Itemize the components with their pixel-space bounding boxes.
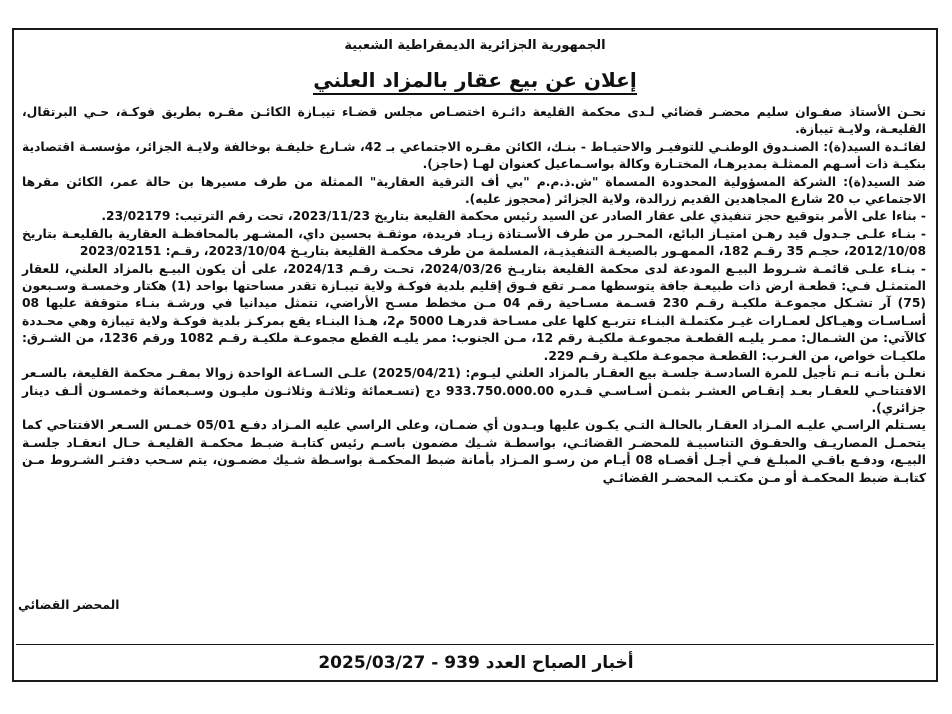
auction-notice [16,36,934,487]
notice-title [16,66,934,94]
bailiff-signature: المحضر القضائي [18,598,120,612]
paragraph-payment-terms: يسـتلم الراسـي عليـه المـزاد العقـار بالحالـة التـي يكـون عليها وبـدون أي ضمـان، وعلى الراسي عليه المـزاد دفـع 05/01 خمـس السـعر الافتتاحي كما يتحمـل المصاريـف والحقـوق التناسبيـة للمحضـر القضائـي، بواسطـة شـيك مضمون باسـم رئيس كتابـة ضبـط محكمـة القليعـة حـال انعقـاد جلسـة البيـع، ودفـع باقـي المبلـغ فـي أجـل أقصـاه 08 أيـام من رسـو المـزاد بأمانة ضبط المحكمـة بواسـطة شـيك مضمـون، يتم سـحب دفتـر الشـروط مـن كتابـة ضبط المحكمـة أو مـن مكتـب المحضـر القضائـي [22,418,926,485]
paragraph-seizure-order: - بناءا على الأمر بتوقيع حجز تنفيذي على عقار الصادر عن السيد رئيس محكمة القليعة بتاريخ 2023/11/23، تحت رقم الترتيب: 23/02179. [101,209,926,224]
paragraph-defendant: ضد السيد(ة): الشركة المسؤولية المحدودة المسماة "ش.ذ.م.م "بي أف الترقية العقارية" الممثلة من طرف مسيرها بن حالة عمر، الكائن مقرها الاجتماعي ب 20 شارع المجاهدين القديم زرالدة، ولاية الجزائر (محجوز عليه). [22,174,926,207]
notice-body [16,104,934,487]
publication-footer: أخبار الصباح العدد 939 - 2025/03/27 [318,653,634,673]
paragraph-beneficiary: لفائـدة السيد(ة): الصنـدوق الوطنـي للتوفيـر والاحتيـاط - بنـك، الكائن مقـره الاجتماعي بـ 42، شـارع خليفـة بوخالفة ولايـة الجزائر، مؤسسـة اقتصادية بنكيـة ذات أسـهم الممثلـة بمديرهـا، المختـارة وكالة بواسـماعيل كعنوان لهـا (حاجز). [22,139,926,172]
paragraph-sale-conditions: - بنـاء علـى قائمـة شـروط البيـع المودعة لدى محكمة القليعة بتاريـخ 2024/03/26، تحـت رقـم 2024/13، على أن يكون البيـع بالمزاد العلني، للعقار المتمثـل فـي: قطعـة ارض ذات طبيعـة جافة يتوسطها ممـر تقع فـوق إقليم بلدية فوكـة ولاية تيبـازة تقدر مساحتها بواحد (1) هكتار وخمسـة وسـبعون (75) آر تشـكل مجموعـة ملكيـة رقـم 230 قسـمة مسـاحية رقم 04 مـن مخطط مسـح الأراضي، تتمثل ميدانيا في ورشـة بنـاء متوقفة عليها 08 أسـاسـات وهيـاكل لعمـارات غيـر مكتملـة البنـاء تتربـع كلها على مسـاحة قدرهـا 5000 م2، هـذا البنـاء يقع بمركـز بلدية فوكـة ولاية تيبازة وهي محـددة كالآتي: من الشـمال: ممـر يليـه القطعـة مجموعـة ملكيـة رقم 12، مـن الجنوب: ممر يليـه القطع مجموعـة ملكيـة رقـم 1082 ورقم 1236، من الشـرق: ملكيـات خواص، من الغـرب: القطعـة مجموعـة ملكيـة رقـم 229. [22,261,927,363]
paragraph-bailiff: نحـن الأستاذ صفـوان سليم محضـر قضائي لـدى محكمة القليعة دائـرة اختصـاص مجلس قضـاء تيبـازة الكائـن مقـره بطريق فوكـة، حـي البرتقال، القليعـة، ولايـة تيبازة. [22,105,926,137]
paragraph-mortgage-table: - بنـاء علـى جـدول قيد رهـن امتيـاز البائع، المحـرر من طرف الأسـتاذة زيـاد فريدة، موثقـة بحسين داي، المشـهر بالمحافظـة العقارية بالقليعـة بتاريخ 2012/10/08، حجـم 35 رقـم 182، الممهـور بالصيغـة التنفيذيـة، المسلمة من طرف محكمـة القليعة بتاريـخ 2023/10/04، رقـم: 2023/02151 [22,226,926,259]
paragraph-postponement: نعلـن بأنـه تـم تأجيل للمرة السادسـة جلسـة بيع العقـار بالمزاد العلني ليـوم: (2025/04/21) علـى السـاعة الواحدة زوالا بمقـر محكمة القليعة، بالسـعر الافتتاحـي للعقـار بعـد إنقـاص العشـر بثمـن أسـاسـي قـدره 933.750.000.00 دج (تسـعمائة وثلاثـة وثلاثـون مليـون وسـبعمائة وخمسـون ألـف دينار جزائري). [22,366,926,415]
republic-heading: الجمهورية الجزائرية الديمقراطية الشعبية [344,38,606,53]
notice-title-text: إعلان عن بيع عقار بالمزاد العلني [313,68,636,95]
footer-divider [16,644,934,645]
